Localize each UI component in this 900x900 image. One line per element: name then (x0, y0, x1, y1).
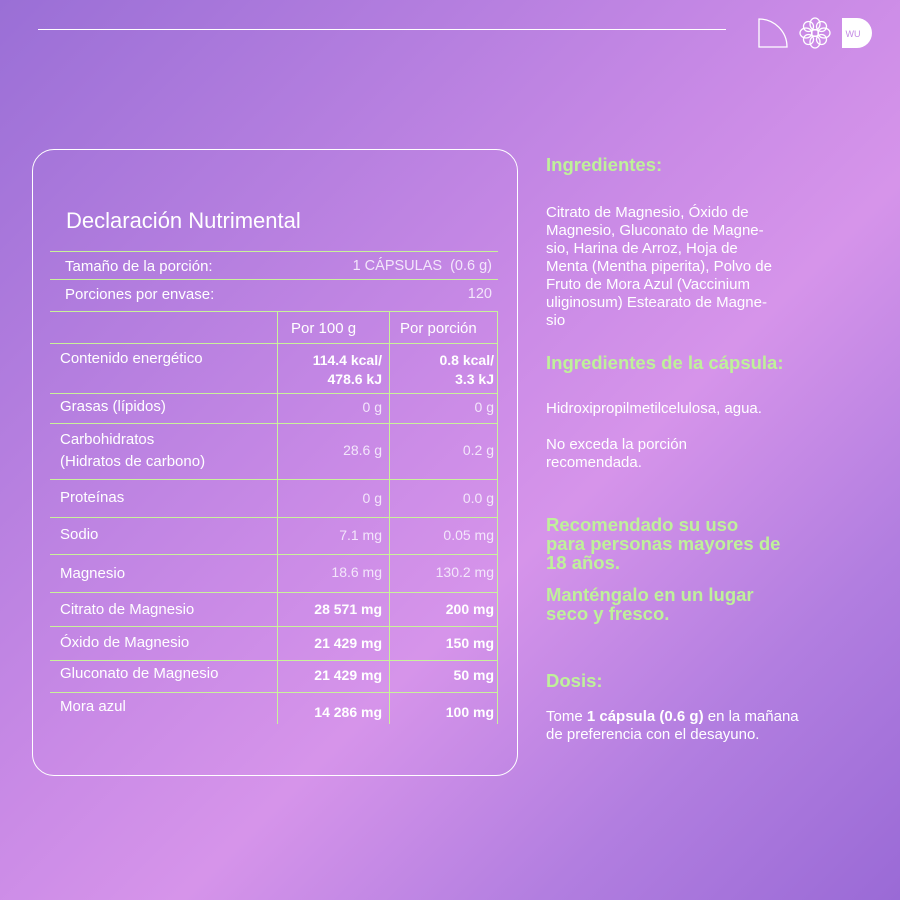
row-label: Magnesio (60, 565, 126, 582)
cell-per-100g: 478.6 kJ (327, 371, 382, 387)
cell-per-100g: 28 571 mg (314, 601, 382, 617)
ingredients-text (546, 204, 836, 330)
row-label: Mora azul (60, 698, 126, 715)
ingredients-line: sio, Harina de Arroz, Hoja de (546, 240, 738, 257)
callout-line: para personas mayores de (546, 533, 781, 554)
table-rule (50, 554, 498, 555)
svg-text:WU: WU (845, 29, 861, 39)
icon-bar (756, 16, 874, 50)
cell-per-serving: 0.2 g (462, 442, 494, 458)
cell-per-100g: 7.1 mg (339, 527, 382, 543)
row-label: Contenido energético (60, 350, 203, 367)
column-divider (497, 311, 498, 724)
ingredients-line: Magnesio, Gluconato de Magne- (546, 222, 764, 239)
dose-amount: 1 cápsula (0.6 g) (586, 708, 704, 725)
row-label: Proteínas (60, 489, 125, 506)
cell-per-100g: 18.6 mg (331, 564, 382, 580)
cell-per-serving: 0.0 g (462, 490, 494, 506)
cell-per-serving: 0.8 kcal/ (439, 352, 494, 368)
cell-per-serving: 130.2 mg (435, 564, 494, 580)
table-rule (50, 423, 498, 424)
table-rule (50, 393, 498, 394)
column-divider (389, 311, 390, 724)
serving-size-label: Tamaño de la porción: (65, 258, 213, 275)
ingredients-line: Menta (Mentha piperita), Polvo de (546, 258, 772, 275)
dose-post: en la mañana (703, 708, 799, 725)
cell-per-serving: 3.3 kJ (455, 371, 494, 387)
dose-pre: Tome (546, 708, 587, 725)
ingredients-line: Citrato de Magnesio, Óxido de (546, 204, 749, 221)
table-rule (50, 517, 498, 518)
cell-per-100g: 14 286 mg (314, 704, 382, 720)
row-label: Óxido de Magnesio (60, 634, 190, 651)
callout-line: seco y fresco. (546, 603, 670, 624)
ingredients-line: sio (546, 312, 566, 329)
cell-per-100g: 21 429 mg (314, 635, 382, 651)
column-header-per-100g: Por 100 g (291, 320, 357, 337)
ingredients-line: uliginosum) Estearato de Magne- (546, 294, 767, 311)
capsule-ingredients-text: Hidroxipropilmetilcelulosa, agua. (546, 400, 762, 417)
warning-line: No exceda la porción (546, 436, 687, 453)
row-label: Carbohidratos (60, 431, 155, 448)
column-header-per-serving: Por porción (400, 320, 477, 337)
row-label: Sodio (60, 526, 99, 543)
ingredients-heading: Ingredientes: (546, 154, 663, 175)
row-label: Gluconato de Magnesio (60, 665, 219, 682)
serving-size-value: 1 CÁPSULAS (0.6 g) (352, 258, 492, 274)
cell-per-100g: 21 429 mg (314, 667, 382, 683)
brand-logo-icon (840, 16, 874, 50)
cell-per-serving: 150 mg (445, 635, 494, 651)
dose-heading: Dosis: (546, 670, 603, 691)
top-divider (38, 29, 726, 30)
dose-line: de preferencia con el desayuno. (546, 726, 760, 743)
panel-title: Declaración Nutrimental (66, 208, 301, 233)
cell-per-100g: 0 g (362, 490, 382, 506)
table-rule (50, 592, 498, 593)
quarter-circle-icon (756, 16, 790, 50)
cell-per-100g: 0 g (362, 399, 382, 415)
table-rule (50, 343, 498, 344)
cell-per-serving: 50 mg (453, 667, 494, 683)
cell-per-serving: 0.05 mg (443, 527, 494, 543)
warning-line: recomendada. (546, 454, 642, 471)
servings-label: Porciones por envase: (65, 286, 215, 303)
servings-value: 120 (467, 286, 492, 302)
row-label-sub: (Hidratos de carbono) (60, 453, 206, 470)
table-rule (50, 479, 498, 480)
callout-line: Manténgalo en un lugar (546, 584, 754, 605)
table-rule (50, 660, 498, 661)
table-rule (50, 251, 498, 252)
ingredients-line: Fruto de Mora Azul (Vaccinium (546, 276, 750, 293)
table-rule (50, 279, 498, 280)
callout-line: Recomendado su uso (546, 514, 739, 535)
table-rule (50, 626, 498, 627)
cell-per-serving: 100 mg (445, 704, 494, 720)
row-label: Citrato de Magnesio (60, 601, 195, 618)
callout-line: 18 años. (546, 552, 621, 573)
storage-instructions (546, 585, 836, 623)
dose-line (546, 708, 836, 726)
row-label: Grasas (lípidos) (60, 398, 166, 415)
column-divider (277, 311, 278, 724)
dose-text (546, 708, 836, 744)
cell-per-serving: 0 g (474, 399, 494, 415)
table-rule (50, 692, 498, 693)
cell-per-serving: 200 mg (445, 601, 494, 617)
cell-per-100g: 114.4 kcal/ (312, 352, 382, 368)
table-rule (50, 311, 498, 312)
cell-per-100g: 28.6 g (343, 442, 382, 458)
age-recommendation (546, 515, 836, 572)
warning-text (546, 436, 836, 472)
flower-icon (798, 16, 832, 50)
capsule-ingredients-heading: Ingredientes de la cápsula: (546, 352, 784, 373)
